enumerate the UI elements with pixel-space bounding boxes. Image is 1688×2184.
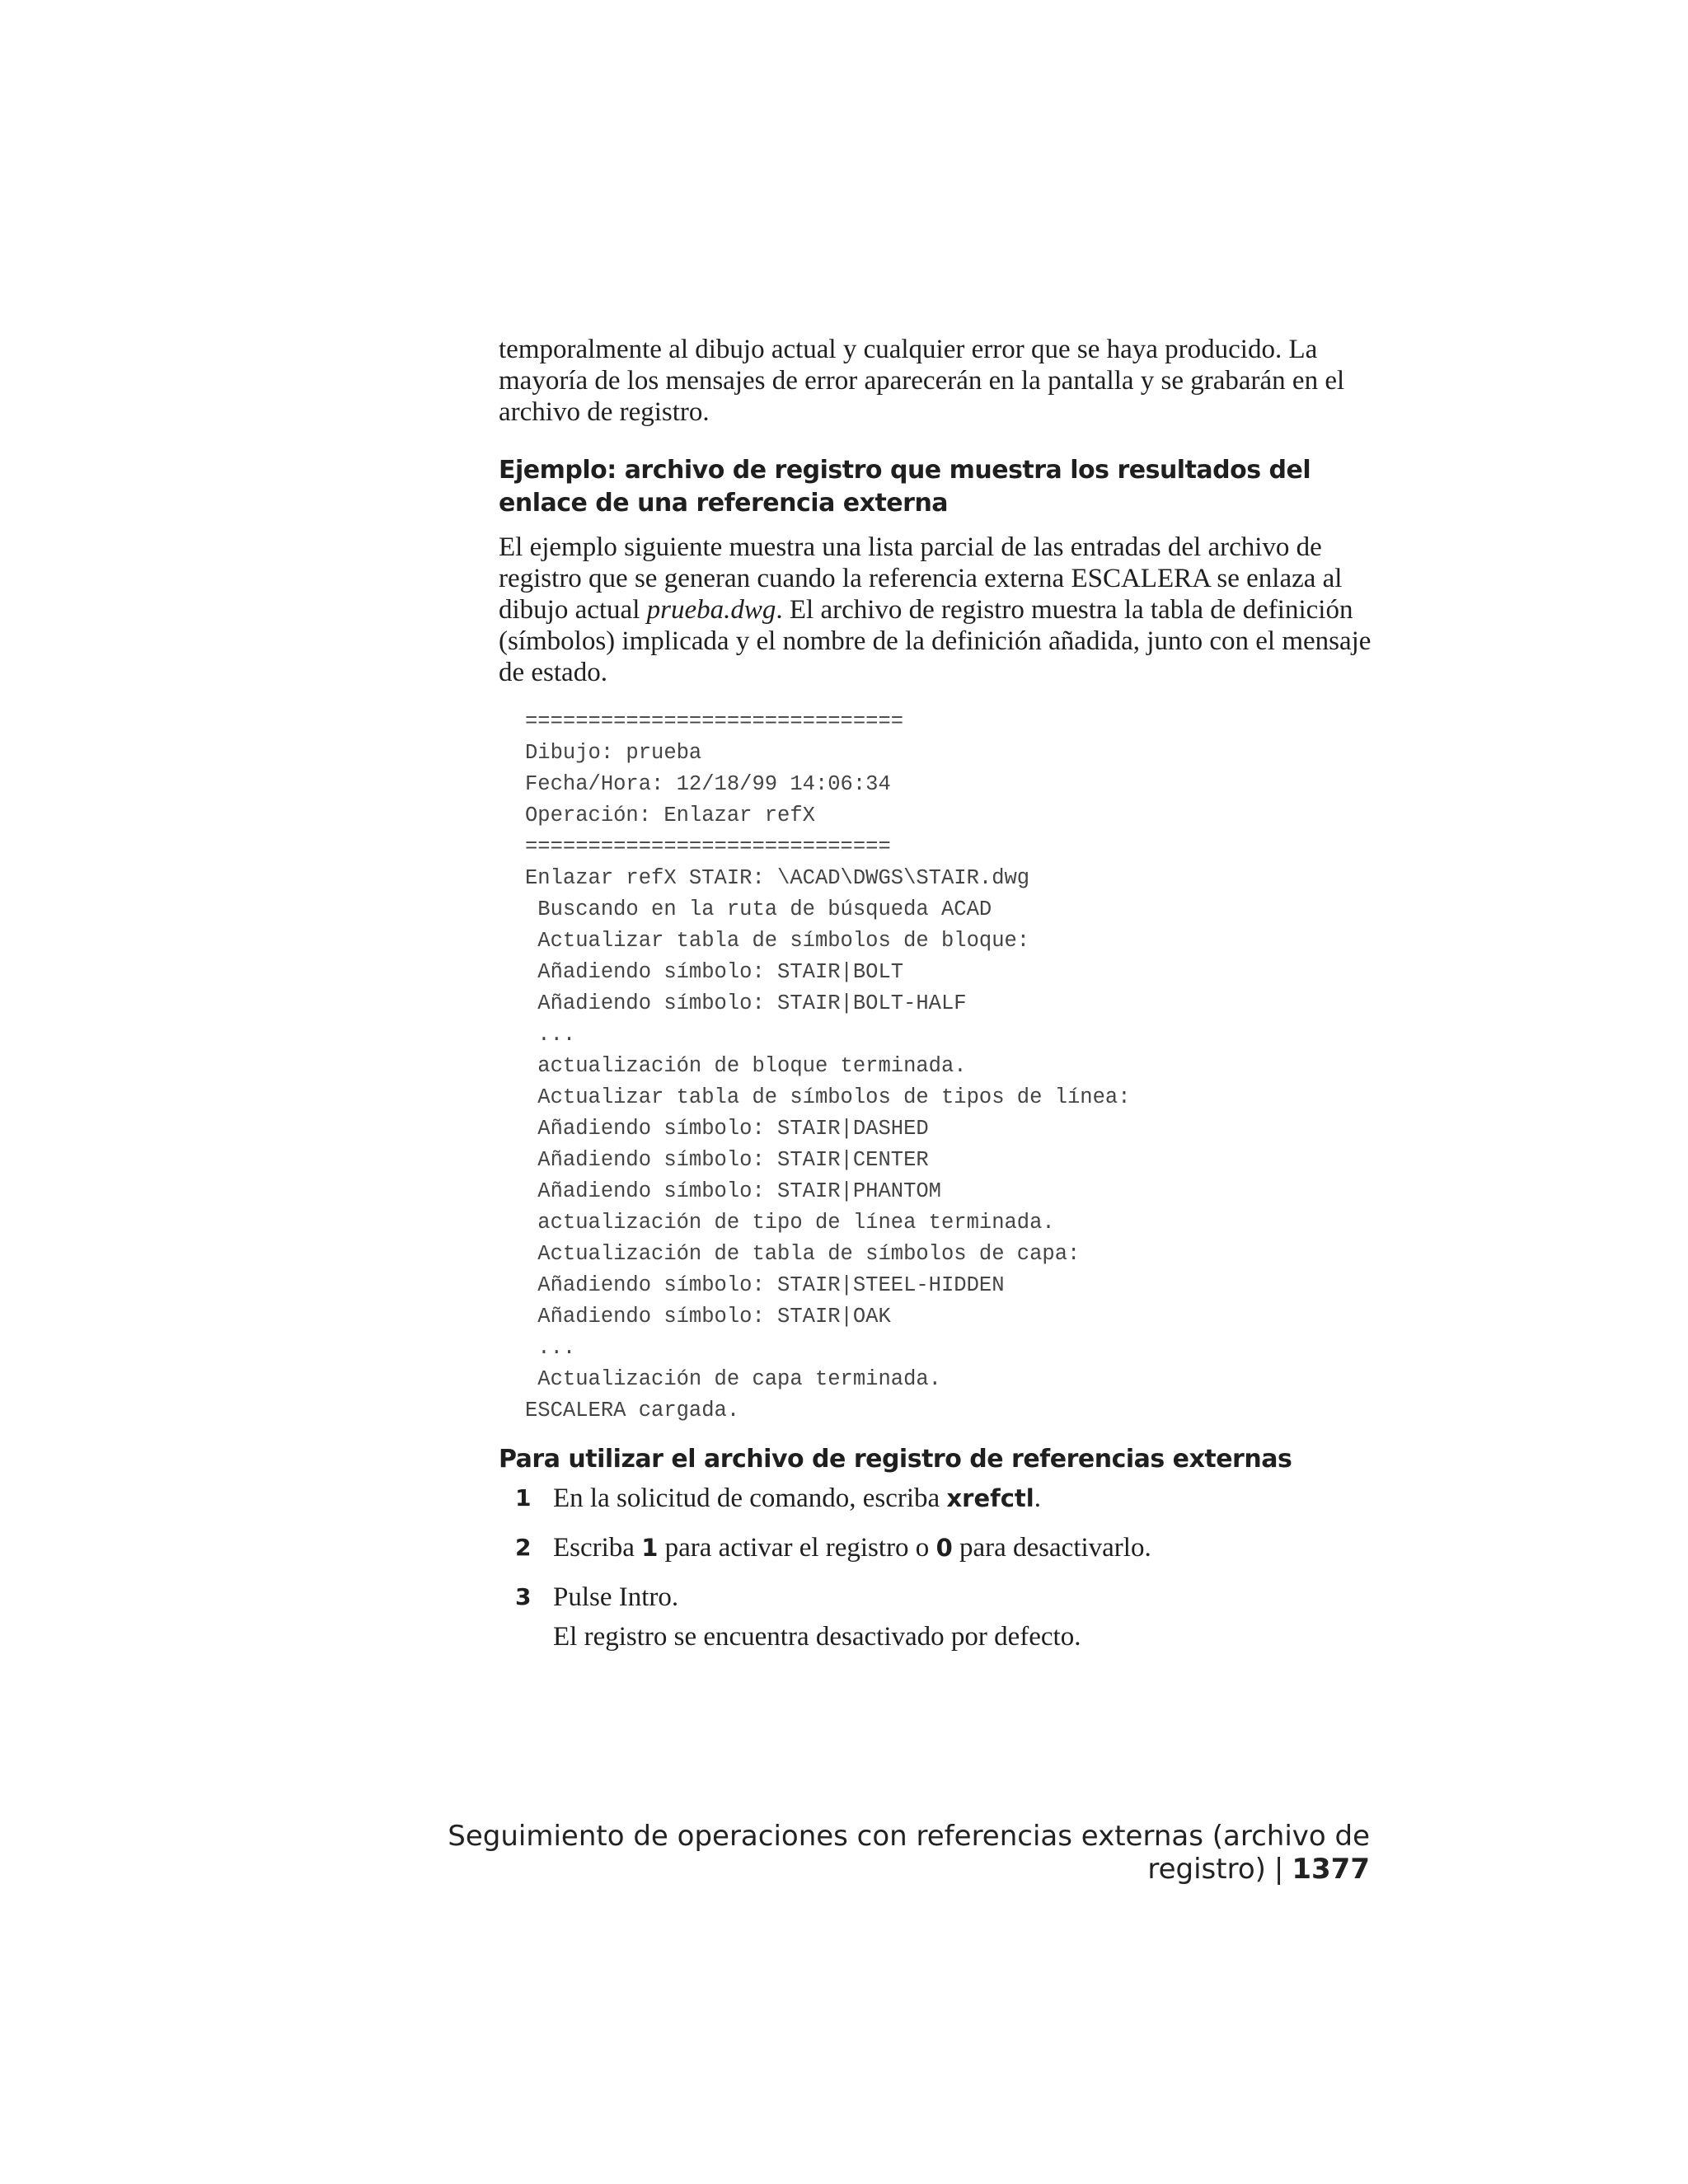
log-line: Añadiendo símbolo: STAIR|STEEL-HIDDEN [525,1273,1005,1297]
log-line: Actualizar tabla de símbolos de bloque: [525,929,1030,953]
example-text-after: . El archivo de registro muestra la tabla de definición (símbolos) implicada y el nombre de la definición añadida, junto con el mensaje de estado. [499,595,1372,687]
step-text [553,1532,1372,1563]
step-number: 1 [515,1484,532,1511]
log-line: ... [525,1023,576,1047]
step-3 [499,1582,1372,1652]
step-text-after: para desactivarlo. [952,1533,1151,1563]
example-heading: Ejemplo: archivo de registro que muestra los resultados del enlace de una referencia externa [499,456,1311,518]
log-line: Añadiendo símbolo: STAIR|OAK [525,1305,891,1329]
command-name: xrefctl [946,1484,1034,1512]
procedure-heading: Para utilizar el archivo de registro de referencias externas [499,1445,1292,1474]
log-line: ============================= [525,835,891,859]
log-line: ESCALERA cargada. [525,1399,740,1422]
log-line: actualización de bloque terminada. [525,1054,967,1078]
log-line: Añadiendo símbolo: STAIR|BOLT-HALF [525,991,967,1015]
page-number: 1377 [1292,1853,1370,1886]
log-line: ============================== [525,710,904,733]
step-2 [499,1532,1372,1563]
example-filename: prueba.dwg [646,595,776,625]
log-line: Añadiendo símbolo: STAIR|CENTER [525,1148,929,1172]
step-text: Pulse Intro. [553,1582,679,1612]
page-footer [381,1820,1370,1886]
log-line: Actualizar tabla de símbolos de tipos de línea: [525,1085,1131,1109]
log-code-block [525,706,1372,1427]
example-text-before: El ejemplo siguiente muestra una lista parcial de las entradas del archivo de registro que se generan cuando la referencia externa ESCALERA se enlaza al dibujo actual [499,532,1343,625]
step-text-before: En la solicitud de comando, escriba [553,1483,947,1513]
log-line: Dibujo: prueba [525,741,702,765]
page-content [499,334,1372,1671]
value-on: 1 [641,1534,659,1562]
step-1 [499,1483,1372,1514]
step-text-middle: para activar el registro o [658,1533,936,1563]
log-line: Fecha/Hora: 12/18/99 14:06:34 [525,772,891,796]
procedure-steps [499,1483,1372,1652]
log-line: actualización de tipo de línea terminada. [525,1211,1055,1235]
step-number: 2 [515,1534,532,1561]
step-note: El registro se encuentra desactivado por defecto. [553,1622,1081,1652]
log-line: Añadiendo símbolo: STAIR|PHANTOM [525,1179,941,1203]
log-line: Actualización de tabla de símbolos de capa: [525,1242,1081,1266]
log-line: Añadiendo símbolo: STAIR|BOLT [525,960,904,984]
log-line: Enlazar refX STAIR: \ACAD\DWGS\STAIR.dwg [525,866,1030,890]
step-text [553,1483,1372,1514]
intro-paragraph: temporalmente al dibujo actual y cualquier error que se haya producido. La mayoría de los mensajes de error aparecerán en la pantalla y se grabarán en el archivo de registro. [499,335,1345,427]
footer-separator: | [1273,1853,1284,1886]
log-line: Añadiendo símbolo: STAIR|DASHED [525,1117,929,1141]
step-text-after: . [1034,1483,1041,1513]
footer-title: Seguimiento de operaciones con referencias externas (archivo de registro) [448,1820,1370,1886]
log-line: Buscando en la ruta de búsqueda ACAD [525,898,992,921]
log-line: ... [525,1336,576,1360]
step-number: 3 [515,1583,532,1610]
example-paragraph [499,532,1372,688]
log-line: Actualización de capa terminada. [525,1367,941,1391]
step-text-before: Escriba [553,1533,642,1563]
value-off: 0 [935,1534,953,1562]
log-line: Operación: Enlazar refX [525,804,815,827]
